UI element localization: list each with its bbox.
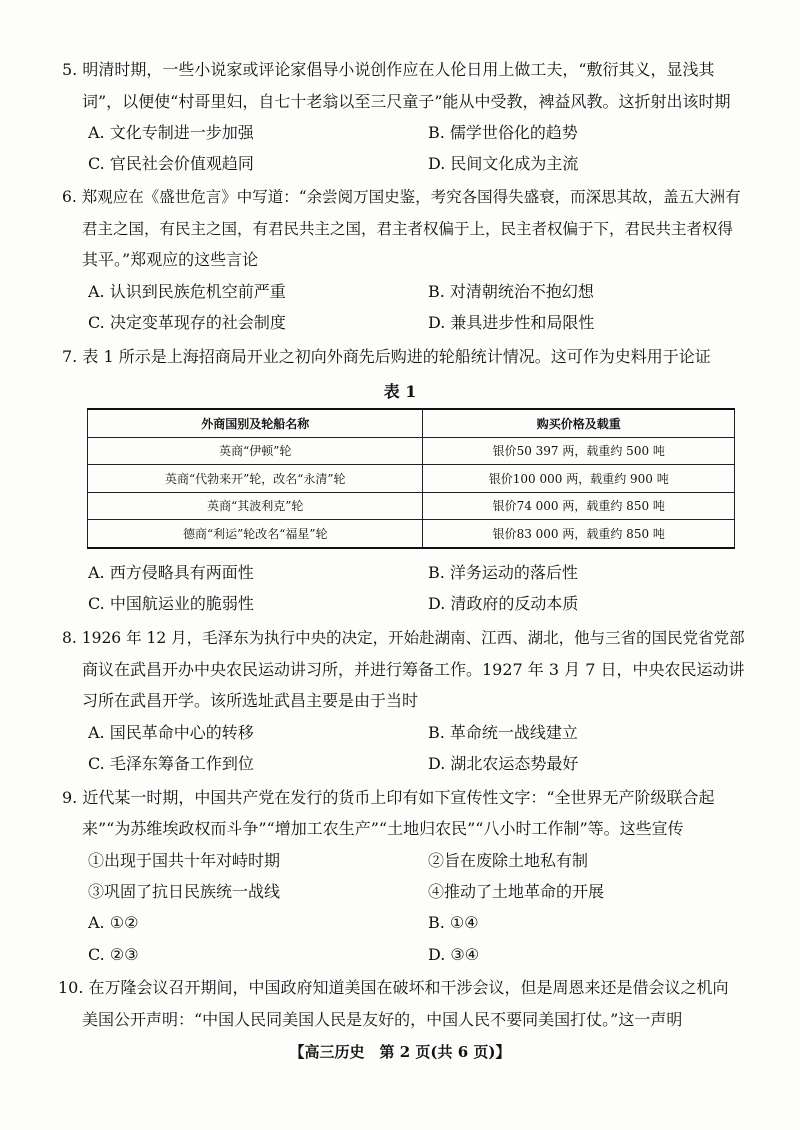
table-cell: 英商“伊顿”轮 bbox=[88, 437, 423, 465]
q8-option-b: B. 革命统一战线建立 bbox=[428, 723, 578, 742]
q9-option-d: D. ③④ bbox=[428, 945, 480, 964]
q9-statement-4: ④推动了土地革命的开展 bbox=[428, 882, 605, 901]
q7-option-a: A. 西方侵略具有两面性 bbox=[88, 563, 254, 582]
q6-line-3: 其平。”郑观应的这些言论 bbox=[82, 250, 259, 269]
q6-line-2: 君主之国，有民主之国，有君民共主之国，君主者权偏于上，民主者权偏于下，君民共主者权得 bbox=[82, 220, 734, 238]
q8-option-c: C. 毛泽东筹备工作到位 bbox=[88, 754, 254, 773]
table-cell: 银价83 000 两，载重约 850 吨 bbox=[423, 520, 735, 548]
q8-option-d: D. 湖北农运态势最好 bbox=[428, 754, 579, 773]
q5-line-2: 词”，以便使“村哥里妇，自七十老翁以至三尺童子”能从中受教，裨益风教。这折射出该时期 bbox=[82, 92, 731, 111]
q7-option-d: D. 清政府的反动本质 bbox=[428, 594, 579, 613]
table-header-row bbox=[88, 409, 735, 437]
q8-line-1: 8. 1926 年 12 月，毛泽东为执行中央的决定，开始赴湖南、江西、湖北，他与三省的国民党省党部 bbox=[62, 629, 745, 647]
page-footer: 【高三历史 第 2 页(共 6 页)】 bbox=[289, 1043, 511, 1061]
q9-line-2: 来”“为苏维埃政权而斗争”“增加工农生产”“土地归农民”“八小时工作制”等。这些宣传 bbox=[82, 819, 684, 838]
q9-line-1: 9. 近代某一时期，中国共产党在发行的货币上印有如下宣传性文字：“全世界无产阶级联合起 bbox=[62, 788, 715, 807]
table-cell: 英商“代勃来开”轮，改名“永清”轮 bbox=[88, 465, 423, 493]
q6-line-1: 6. 郑观应在《盛世危言》中写道：“余尝阅万国史鉴，考究各国得失盛衰，而深思其故，盖五大洲有 bbox=[62, 188, 741, 206]
q10-line-2: 美国公开声明：“中国人民同美国人民是友好的，中国人民不要同美国打仗。”这一声明 bbox=[82, 1010, 683, 1029]
q5-option-b: B. 儒学世俗化的趋势 bbox=[428, 123, 578, 142]
q7-line-1: 7. 表 1 所示是上海招商局开业之初向外商先后购进的轮船统计情况。这可作为史料用于论证 bbox=[62, 347, 711, 366]
table-header-cell: 购买价格及载重 bbox=[423, 409, 735, 437]
table-row bbox=[88, 492, 735, 520]
q8-line-2: 商议在武昌开办中央农民运动讲习所，并进行筹备工作。1927 年 3 月 7 日，中央农民运动讲 bbox=[82, 660, 745, 679]
q8-line-3: 习所在武昌开学。该所选址武昌主要是由于当时 bbox=[82, 691, 419, 710]
table-cell: 英商“其波利克”轮 bbox=[88, 492, 423, 520]
q7-option-c: C. 中国航运业的脆弱性 bbox=[88, 594, 254, 613]
q5-option-d: D. 民间文化成为主流 bbox=[428, 154, 579, 173]
q6-option-d: D. 兼具进步性和局限性 bbox=[428, 313, 595, 332]
ship-purchase-table bbox=[87, 408, 735, 549]
table-header-cell: 外商国别及轮船名称 bbox=[88, 409, 423, 437]
q6-option-a: A. 认识到民族危机空前严重 bbox=[88, 282, 286, 301]
q9-option-b: B. ①④ bbox=[428, 913, 479, 932]
table-caption: 表 1 bbox=[383, 382, 417, 401]
q9-statement-1: ①出现于国共十年对峙时期 bbox=[88, 851, 281, 870]
q5-line-1: 5. 明清时期，一些小说家或评论家倡导小说创作应在人伦日用上做工夫，“敷衍其义，显浅其 bbox=[62, 60, 715, 79]
q5-option-c: C. 官民社会价值观趋同 bbox=[88, 154, 254, 173]
q6-option-b: B. 对清朝统治不抱幻想 bbox=[428, 282, 594, 301]
table-row bbox=[88, 465, 735, 493]
table-cell: 银价74 000 两，载重约 850 吨 bbox=[423, 492, 735, 520]
table-cell: 银价100 000 两，载重约 900 吨 bbox=[423, 465, 735, 493]
q9-option-c: C. ②③ bbox=[88, 945, 139, 964]
q9-option-a: A. ①② bbox=[88, 913, 139, 932]
q9-statement-3: ③巩固了抗日民族统一战线 bbox=[88, 882, 281, 901]
table-row bbox=[88, 520, 735, 548]
q7-option-b: B. 洋务运动的落后性 bbox=[428, 563, 578, 582]
q9-statement-2: ②旨在废除土地私有制 bbox=[428, 851, 589, 870]
q10-line-1: 10. 在万隆会议召开期间，中国政府知道美国在破坏和干涉会议，但是周恩来还是借会议之机向 bbox=[58, 978, 729, 997]
table-cell: 银价50 397 两，载重约 500 吨 bbox=[423, 437, 735, 465]
q6-option-c: C. 决定变革现存的社会制度 bbox=[88, 313, 286, 332]
table-row bbox=[88, 437, 735, 465]
q5-option-a: A. 文化专制进一步加强 bbox=[88, 123, 254, 142]
table-cell: 德商“利运”轮改名“福星”轮 bbox=[88, 520, 423, 548]
q8-option-a: A. 国民革命中心的转移 bbox=[88, 723, 254, 742]
